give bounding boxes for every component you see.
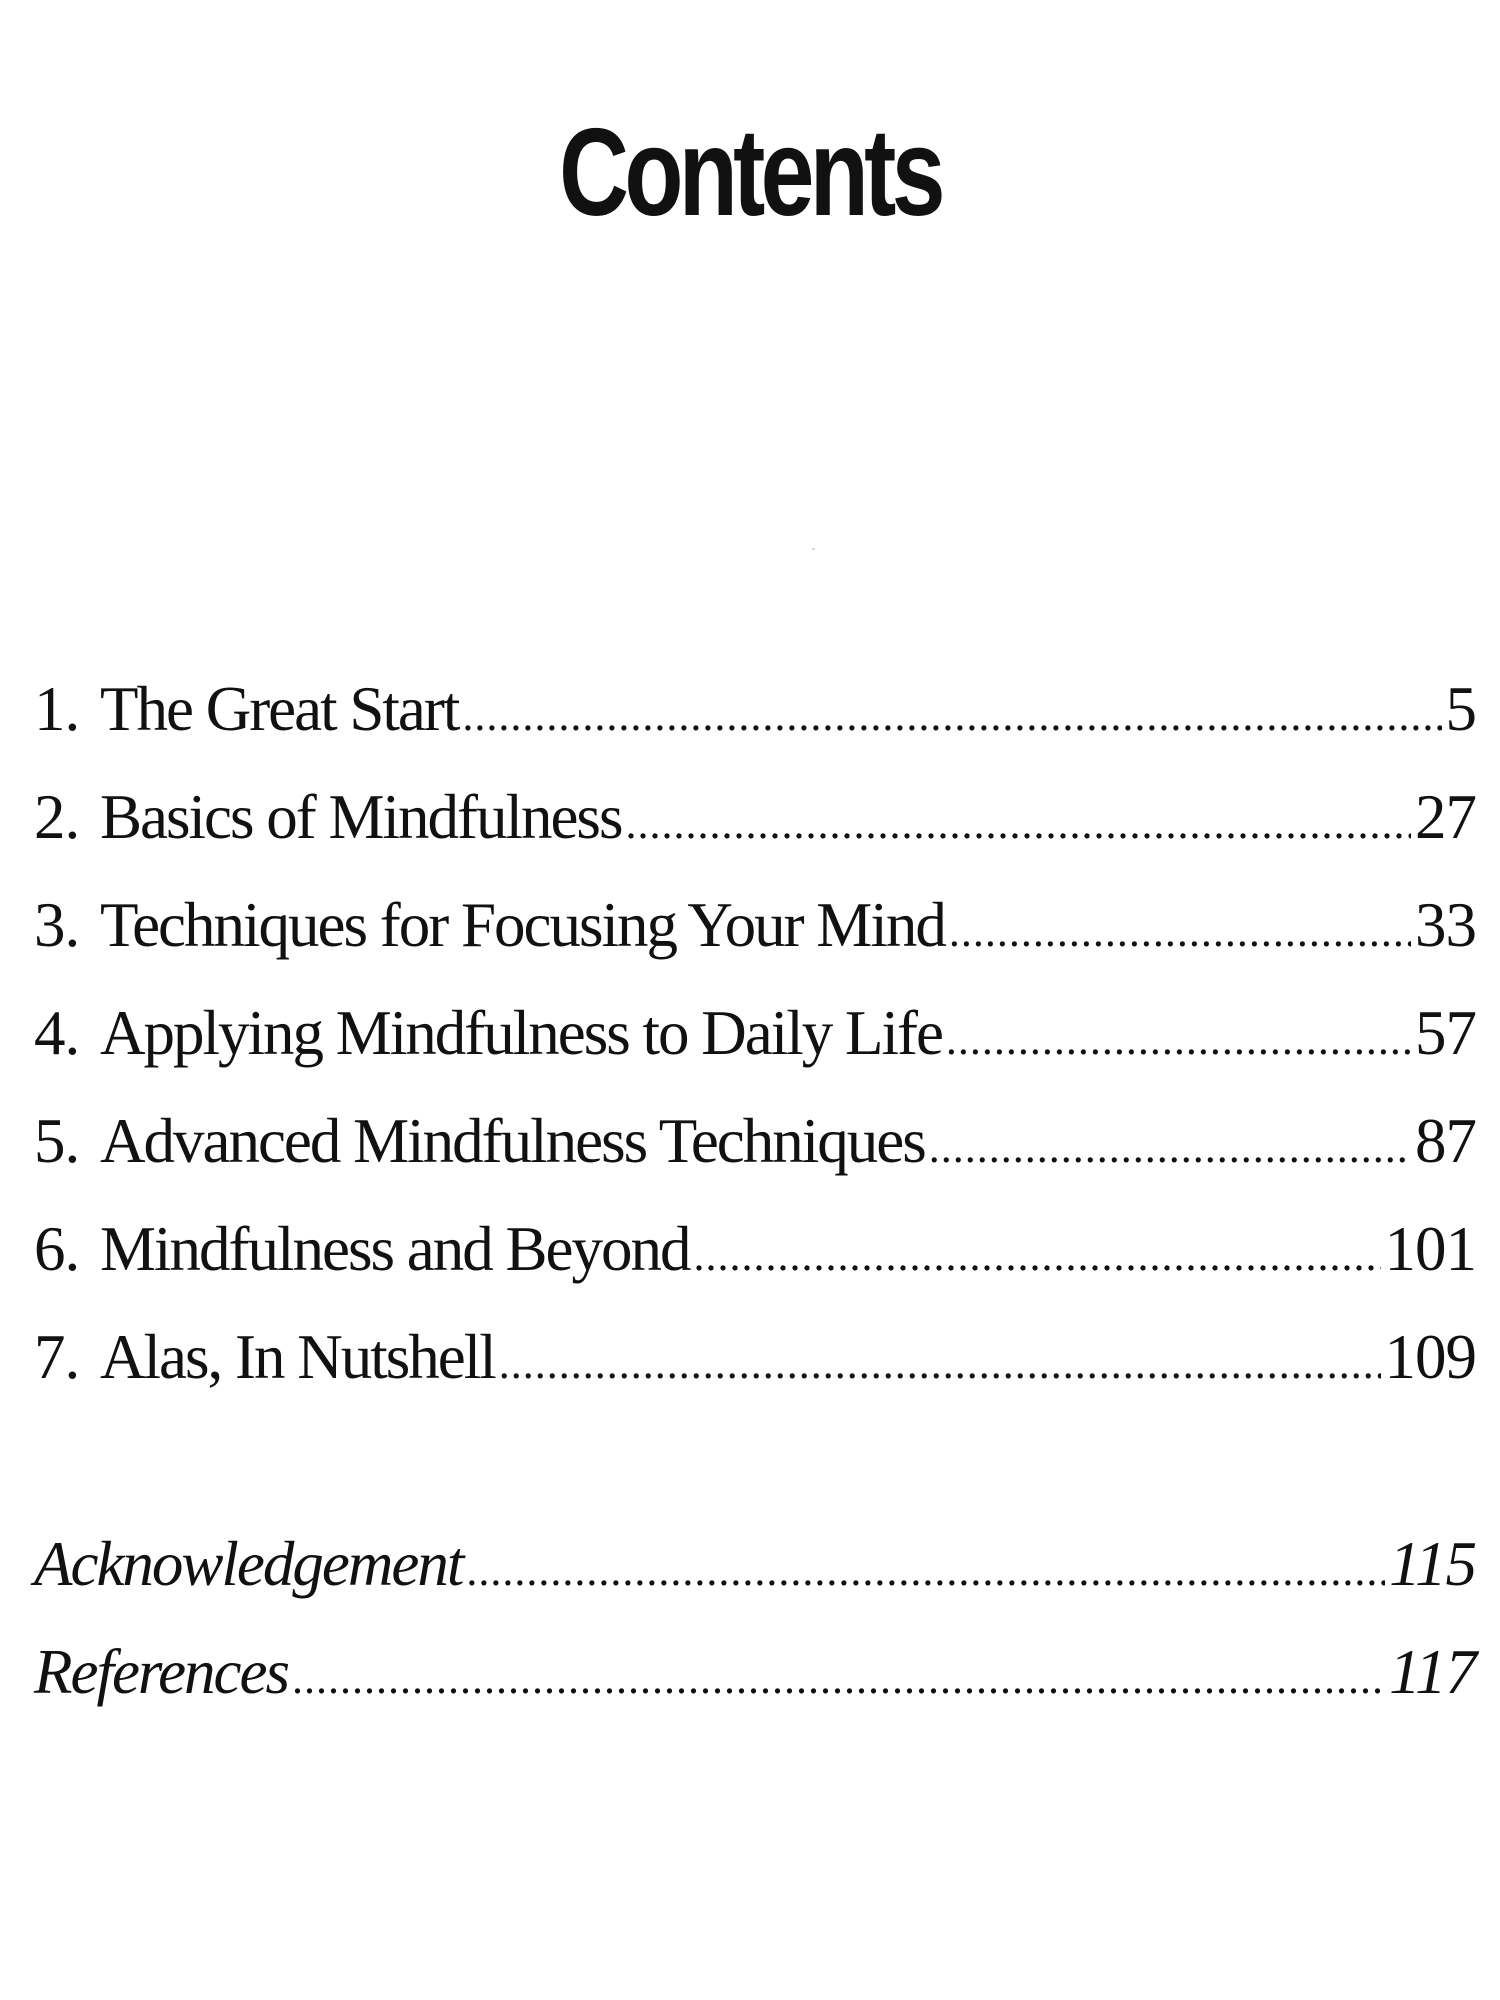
- page-number: 117: [1389, 1637, 1476, 1707]
- page-number: 101: [1384, 1214, 1476, 1284]
- dot-leader: [949, 878, 1411, 986]
- chapter-number: 3.: [34, 890, 80, 960]
- chapter-title: The Great Start: [100, 674, 459, 744]
- toc-entry-chapter-4: [34, 979, 1476, 1087]
- dot-leader: [466, 1517, 1385, 1625]
- chapter-title: Alas, In Nutshell: [100, 1322, 495, 1392]
- dot-leader: [625, 770, 1411, 878]
- page-number: 115: [1389, 1529, 1476, 1599]
- chapter-number: 6.: [34, 1214, 80, 1284]
- back-matter-title: References: [34, 1637, 288, 1707]
- toc-entry-chapter-2: [34, 763, 1476, 871]
- chapter-title: Basics of Mindfulness: [100, 782, 622, 852]
- chapter-title: Applying Mindfulness to Daily Life: [100, 998, 942, 1068]
- dot-leader: [693, 1202, 1380, 1310]
- toc-entry-chapter-7: [34, 1303, 1476, 1411]
- chapter-title: Techniques for Focusing Your Mind: [100, 890, 945, 960]
- chapter-number: 5.: [34, 1106, 80, 1176]
- dot-leader: [462, 662, 1441, 770]
- toc-entry-chapter-5: [34, 1087, 1476, 1195]
- toc-entry-acknowledgement: [34, 1510, 1476, 1618]
- toc-entry-chapter-1: [34, 655, 1476, 763]
- page-title: Contents: [559, 104, 941, 242]
- chapter-number: 4.: [34, 998, 80, 1068]
- toc-entry-chapter-6: [34, 1195, 1476, 1303]
- dot-leader: [929, 1094, 1411, 1202]
- page-number: 33: [1415, 890, 1476, 960]
- page-number: 27: [1415, 782, 1476, 852]
- page-number: 109: [1384, 1322, 1476, 1392]
- chapter-number: 1.: [34, 674, 80, 744]
- page-number: 87: [1415, 1106, 1476, 1176]
- chapter-number: 2.: [34, 782, 80, 852]
- back-matter-title: Acknowledgement: [34, 1529, 463, 1599]
- dot-leader: [499, 1310, 1381, 1418]
- scan-speck: [812, 548, 815, 550]
- page-number: 57: [1415, 998, 1476, 1068]
- toc-entry-references: [34, 1618, 1476, 1726]
- chapter-list: [34, 655, 1476, 1411]
- back-matter-list: [34, 1510, 1476, 1726]
- toc-entry-chapter-3: [34, 871, 1476, 979]
- chapter-title: Advanced Mindfulness Techniques: [100, 1106, 925, 1176]
- dot-leader: [946, 986, 1411, 1094]
- dot-leader: [292, 1625, 1385, 1733]
- chapter-number: 7.: [34, 1322, 80, 1392]
- page-number: 5: [1445, 674, 1476, 744]
- chapter-title: Mindfulness and Beyond: [100, 1214, 690, 1284]
